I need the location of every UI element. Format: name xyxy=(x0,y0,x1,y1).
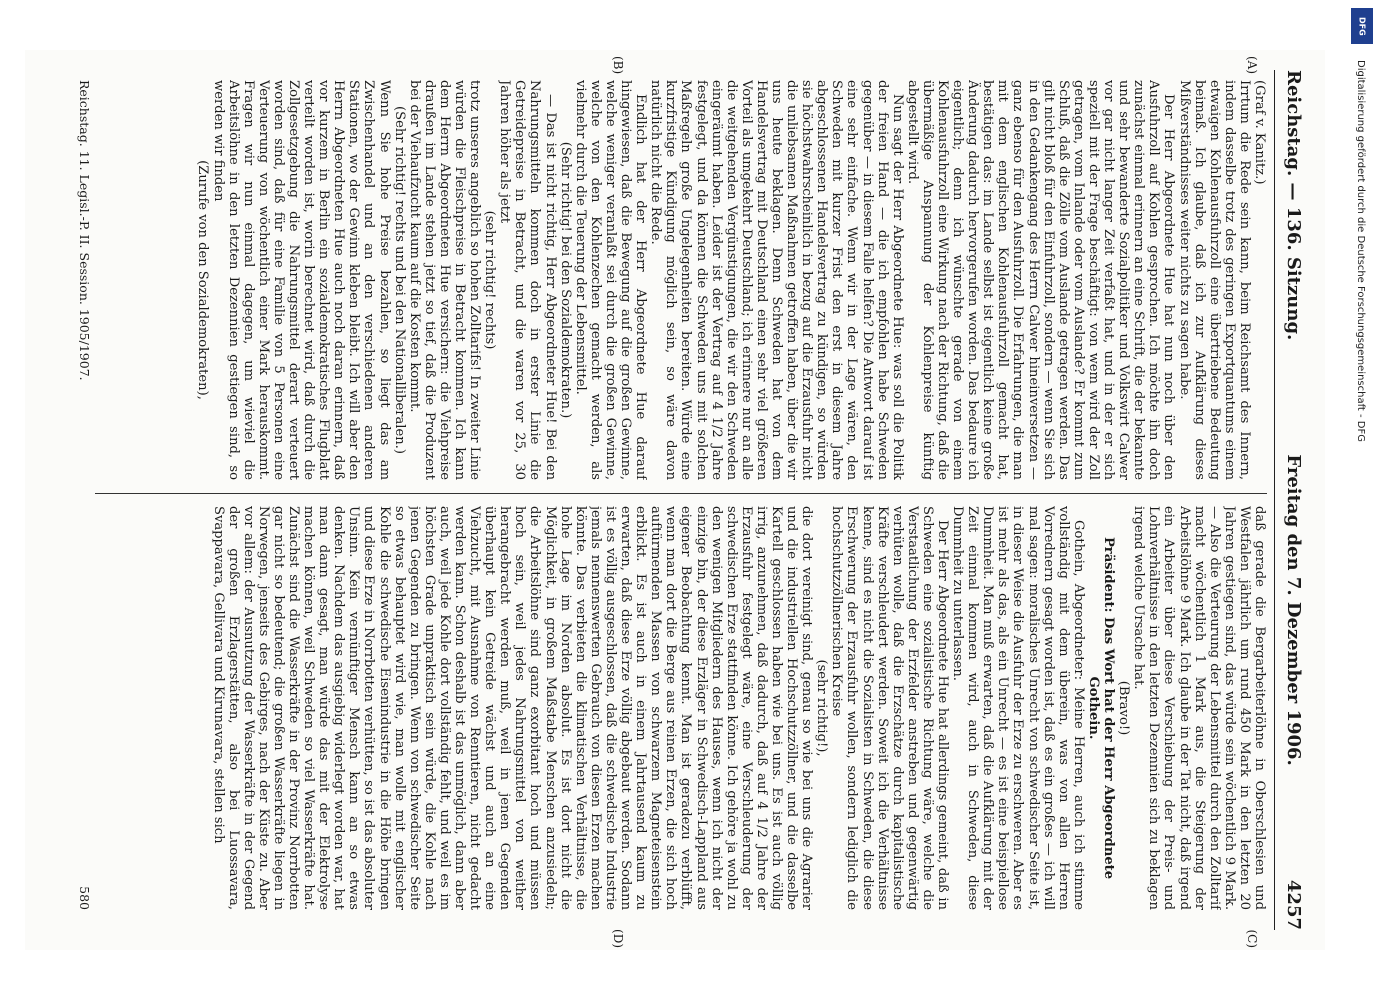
paragraph: Endlich hat der Herr Abgeordnete Hue darauf hingewiesen, daß die Bewegung auf die großen Gewinne, welche weniger veranlaßt sei durch die großen Gewinne, welche von den Kohlenzechen gemacht werden, als vielmehr durch die Teuerung der Lebensmittel. xyxy=(572,80,649,480)
paragraph: Irrtum die Rede sein kann, beim Reichsamt des Innern, indem dasselbe trotz des geringen Exportquantums einem etwaigen Kohlenausfuhrzoll eine übertriebene Bedeutung beimaß. Ich glaube, daß ich zur Aufklärung dieses Mißverständnisses weiter nichts zu sagen habe. xyxy=(1176,80,1252,480)
interjection: (Sehr richtig! bei den Sozialdemokraten.) xyxy=(557,141,573,419)
interjection: (sehr richtig!), xyxy=(814,659,830,757)
paragraph: Der Herr Abgeordnete Hue hat nun noch über den Ausfuhrzoll auf Kohlen gesprochen. Ich möchte ihn doch zunächst einmal erinnern an eine Schrift, die der bekannte und sehr bewanderte Sozialpolitiker und Volkswirt Calwer vor gar nicht langer Zeit verfaßt hat, und in der er sich speziell mit der Frage beschäftigt: von wem wird der Zoll getragen, vom Inlande oder vom Auslande? Er kommt zum Schluß, daß die Zölle vom Auslande getragen werden. Das gilt nicht bloß für den Einfuhrzoll, sondern — wenn Sie sich in den Gedankengang des Herrn Calwer hineinversetzen — ganz ebenso für den Ausfuhrzoll. Die Erfahrungen, die man mit dem englischen Kohlenausfuhrzoll gemacht hat, bestätigen das: im Lande selbst ist eigentlich keine große Änderung dadurch hervorgerufen worden. Das bedaure ich eigentlich; denn ich wünschte gerade von einem Kohlenausfuhrzoll eine Wirkung nach der Richtung, daß die übermäßige Anspannung der Kohlenpreise künftig abgestellt wird. xyxy=(904,80,1177,480)
credit-text: Digitalisierung gefördert durch die Deutsche Forschungsgemeinschaft - DFG xyxy=(1355,60,1366,443)
paragraph: — Das ist nicht richtig, Herr Abgeordneter Hue! Bei den Nahrungsmitteln kommen doch in erster Linie die Getreidepreise in Betracht, und die waren vor 25, 30 Jahren höher als jetzt xyxy=(497,80,558,480)
paragraph: daß gerade die Bergarbeiterlöhne in Oberschlesien und Westfalen jährlich um rund 450 Mark in den letzten 20 Jahren gestiegen sind, das würde sein wöchentlich 9 Mark. — Also die Verteurung der Lebensmittel durch den Zolltarif macht wöchentlich 1 Mark aus, die Steigerung der Arbeitslöhne 9 Mark. Ich glaube in der Tat nicht, daß irgend ein Arbeiter über diese Verschiebung der Preis- und Lohnverhältnisse in den letzten Dezennien sich zu beklagen irgend welche Ursache hat. xyxy=(1131,506,1267,910)
dfg-logo: DFG xyxy=(1351,8,1373,44)
paragraph: Gothein, Abgeordneter: Meine Herren, auch ich stimme vollständig mit dem überein, was von allen Herren Vorrednern gesagt worden ist, daß es ein großes — ich will mal sagen: moralisches Unrecht von schwedischer Seite ist, in dieser Weise die Ausfuhr der Erze zu erschweren. Aber es ist mehr als das, als ein Unrecht — es ist eine beispiellose Dummheit. Man muß erwarten, daß die Aufklärung mit der Zeit einmal kommen wird, auch in Schweden, diese Dummheit zu unterlassen. xyxy=(950,506,1086,910)
footer-session: Reichstag. 11. Legisl.-P. II. Session. 1905/1907. xyxy=(77,80,92,381)
margin-marker-d: (D) xyxy=(611,929,625,948)
paragraph: Nun sagt der Herr Abgeordnete Hue: was soll die Politik der freien Hand — die ich empfohlen habe Schweden gegenüber — in diesem Falle helfen? Die Antwort darauf ist eine sehr einfache. Wenn wir in der Lage wären, den Schweden mit kurzer Frist den erst in diesem Jahre abgeschlossenen Handelsvertrag zu kündigen, so würden sie höchstwahrscheinlich in bezug auf die Erzausfuhr nicht die unliebsamen Maßnahmen getroffen haben, über die wir uns heute beklagen. Denn Schweden hat von dem Handelsvertrag mit Deutschland einen sehr viel größeren Vorteil als umgekehrt Deutschland; ich erinnere nur an alle die weitgehenden Vergünstigungen, die wir den Schweden eingeräumt haben. Leider ist der Vertrag auf 4 1/2 Jahre festgelegt, und da können die Schweden uns mit solchen Maßregeln große Ungelegenheiten bereiten. Würde eine kurzfristige Kündigung möglich sein, so wäre davon natürlich nicht die Rede. xyxy=(648,80,905,480)
interjection: (sehr richtig! rechts) xyxy=(482,210,498,350)
speaker-announcement: Präsident: Das Wort hat der Herr Abgeordnete Gothein. xyxy=(1085,536,1117,880)
header-session: Reichstag. — 136. Sitzung. xyxy=(1283,70,1305,341)
header-date: Freitag den 7. Dezember 1906. xyxy=(1283,454,1305,766)
footer-sheet-number: 580 xyxy=(77,886,92,910)
header-rule xyxy=(1274,70,1275,930)
paragraph: die dort vereinigt sind, genau so wie bei uns die Agrarier und die industriellen Hochschutzzöllner, und die dasselbe Kartell geschlossen haben wie bei uns. Es ist auch völlig irrig, anzunehmen, daß dadurch, daß auf 4 1/2 Jahre der Erzausfuhr festgelegt wäre, eine Verschleuderung der schwedischen Erze stattfinden könne. Ich gehöre ja wohl zu den wenigen Mitgliedern des Hauses, wenn ich nicht der einzige bin, der diese Erzläger in Schwedisch-Lappland aus eigener Beobachtung kennt. Man ist geradezu verblüfft, wenn man dort die Berge aus reinen Erzen, die sich hoch auftürmenden Massen von schwarzem Magneteisenstein erblickt. Es ist auch in einem Jahrtausend kaum zu erwarten, daß diese Erze völlig abgebaut werden. Sodann ist es völlig ausgeschlossen, daß die schwedische Industrie jemals nennenswerten Gebrauch von diesen Erzen machen könnte. Das verbieten die klimatischen Verhältnisse, die hohe Lage im Norden absolut. Es ist dort nicht die Möglichkeit, in großem Maßstabe Menschen anzusiedeln; die Arbeitslöhne sind ganz exorbitant hoch und müssen hoch sein, weil jedes Nahrungsmittel von weither herangebracht werden muß, weil in jenen Gegenden überhaupt kein Getreide wächst und auch an eine Viehzucht, mit Ausnahme von Renntieren, nicht gedacht werden kann. Schon deshalb ist das unmöglich, dann aber auch, weil jede Kohle dort vollständig fehlt, und weil es im höchsten Grade unpraktisch sein würde, die Kohle nach jenen Gegenden zu bringen. Wenn von schwedischer Seite so etwas behauptet wird wie, man wolle mit englischer Kohle die schwedische Eisenindustrie in die Höhe bringen und diese Erze in Norrbotten verhütten, so ist das absoluter Unsinn. Kein vernünftiger Mensch kann an so etwas denken. Nachdem das ausgiebig widerlegt worden war, hat man dann gesagt, man würde das mit der Elektrolyse machen können, weil Schweden so viel Wasserkräfte hat. Zunächst sind die Wasserkräfte in der Provinz Norrbotten gar nicht so bedeutend; die großen Wasserkräfte liegen in Norwegen, jenseits des Gebirges, nach der Küste zu. Aber vor allem: der Ausnutzung der Wasserkräfte in der Gegend der großen Erzlagerstätten, also bei Luossavara, Svappavara, Gellivara und Kirunavara, stellen sich xyxy=(210,506,815,910)
interjection: (Sehr richtig! rechts und bei den Nationalliberalen.) xyxy=(391,106,407,454)
newspaper-page xyxy=(25,50,1325,950)
column-divider xyxy=(95,493,1267,494)
paragraph: Wenn Sie hohe Preise bezahlen, so liegt das am Zwischenhandel und an den verschiedenen anderen Stationen, wo der Gewinn kleben bleibt. Ich will aber den Herrn Abgeordneten Hue auch noch daran erinnern, daß vor kurzem in Berlin ein sozialdemokratisches Flugblatt verteilt worden ist, worin berechnet wird, daß durch die Zollgesetzgebung die Nahrungsmittel derart verteuert worden sind, daß für eine Familie von 5 Personen eine Verteuerung von wöchentlich einer Mark herauskommt. Fragen wir nun einmal dagegen, um wieviel die Arbeitslöhne in den letzten Dezennien gestiegen sind, so werden wir finden xyxy=(210,80,392,480)
rotated-page xyxy=(25,50,1325,950)
margin-marker-a: (A) xyxy=(1245,56,1259,75)
margin-marker-c: (C) xyxy=(1245,929,1259,948)
left-column xyxy=(95,80,1267,480)
margin-marker-b: (B) xyxy=(611,56,625,75)
right-column xyxy=(95,506,1267,910)
page-header xyxy=(1277,70,1311,930)
paragraph: Der Herr Abgeordnete Hue hat allerdings gemeint, daß in Schweden eine sozialistische Richtung wäre, welche die Verstaatlichung der Erzfelder anstreben und gegenwärtig verhüten wolle, daß die Erzschätze durch kapitalistische Kräfte verschleudert werden. Soweit ich die Verhältnisse kenne, sind es nicht die Sozialisten in Schweden, die diese Erschwerung der Erzausfuhr wollen, sondern lediglich die hochschutzzöllnerischen Kreise xyxy=(829,506,951,910)
digitization-credit xyxy=(1340,0,1383,1000)
interjection: (Bravo!) xyxy=(1116,680,1132,736)
paragraph: trotz unseres angeblich so hohen Zolltarifs! In zweiter Linie würden die Fleischpreise in Betracht kommen. Ich kann dem Herrn Abgeordneten Hue versichern: die Viehpreise draußen im Lande stehen jetzt so tief, daß die Produzent bei der Viehaufzucht kaum auf die Kosten kommt. xyxy=(406,80,483,480)
speaker-line: (Graf v. Kanitz.) xyxy=(1252,80,1267,185)
interjection: (Zurufe von den Sozialdemokraten), xyxy=(195,160,211,400)
header-page-number: 4257 xyxy=(1283,879,1305,930)
